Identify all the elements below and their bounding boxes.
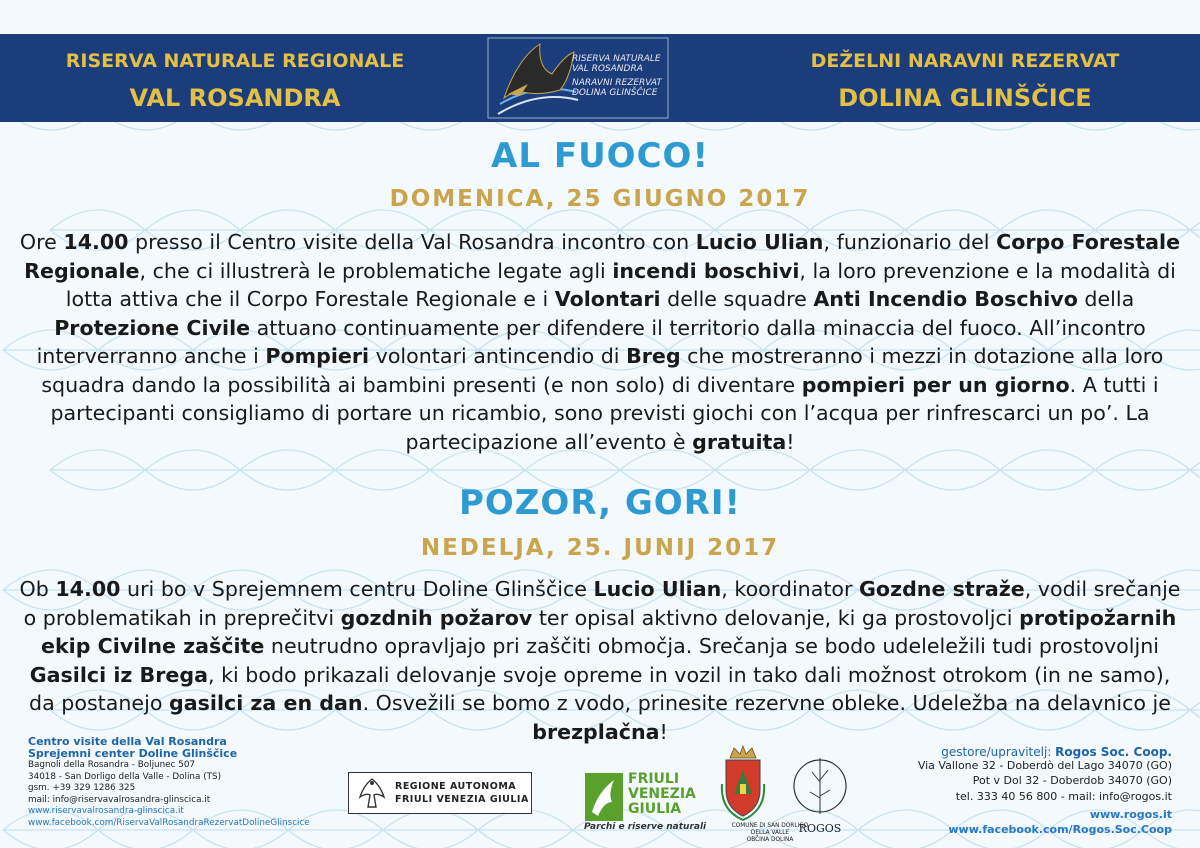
paragraph-text: Ob bbox=[19, 577, 56, 601]
visitor-center-mail: mail: info@riservavalrosandra-glinscica.it bbox=[28, 794, 211, 805]
region-logo-line2: FRIULI VENEZIA GIULIA bbox=[395, 794, 529, 805]
header-bar bbox=[0, 34, 1200, 122]
emphasis-text: Pompieri bbox=[265, 344, 370, 368]
emphasis-text: Corpo Forestale Regionale bbox=[24, 230, 1181, 283]
paragraph-text: presso il Centro visite della Val Rosandra incontro con bbox=[128, 230, 696, 254]
paragraph-text: . A tutti i partecipanti consigliamo di portare un ricambio, sono previsti giochi con l’acqua per rinfrescarci un po’. La partecipazione all’evento è bbox=[50, 372, 1159, 454]
emphasis-text: Breg bbox=[626, 344, 681, 368]
parks-bird-icon bbox=[584, 772, 624, 822]
eagle-icon bbox=[352, 773, 392, 813]
paragraph-text: . Osvežili se bomo z vodo, prinesite rezervne obleke. Udeležba na delavnico je bbox=[362, 691, 1171, 715]
emphasis-text: 14.00 bbox=[63, 230, 129, 254]
paragraph-text: ! bbox=[659, 719, 668, 744]
emphasis-text: protipožarnih ekip Civilne zaščite bbox=[40, 605, 1177, 658]
manager-address-sl: Pot v Dol 32 - Doberdob 34070 (GO) bbox=[972, 773, 1172, 787]
logo-line: RISERVA NATURALE bbox=[572, 54, 661, 64]
paragraph-text: , funzionario del bbox=[823, 230, 997, 254]
paragraph-text: della bbox=[1077, 287, 1135, 311]
paragraph-text: , che ci illustrerà le problematiche legate agli bbox=[139, 258, 613, 283]
paragraph-text: delle squadre bbox=[660, 287, 814, 311]
fvg-logo-line2: VENEZIA bbox=[628, 786, 696, 802]
rogos-logo-text: ROGOS bbox=[798, 822, 842, 835]
manager-label: gestore/upravitelj: bbox=[941, 745, 1056, 759]
paragraph-text: , koordinator bbox=[721, 577, 860, 601]
logo-text bbox=[572, 54, 692, 98]
paragraph-text: , la loro prevenzione e la modalità di lotta attiva che il Corpo Forestale Regionale e i bbox=[65, 258, 1176, 311]
paragraph-text: ! bbox=[786, 429, 795, 454]
header-right-line1: DEŽELNI NARAVNI REZERVAT bbox=[810, 50, 1120, 72]
paragraph-text: ter opisal aktivno delovanje, ki ga prostovoljci bbox=[532, 605, 1020, 630]
italian-title: AL FUOCO! bbox=[491, 136, 709, 176]
header-left-line1: RISERVA NATURALE REGIONALE bbox=[65, 50, 405, 72]
emphasis-text: 14.00 bbox=[55, 577, 121, 601]
emphasis-text: Volontari bbox=[554, 287, 661, 311]
emphasis-text: gasilci za en dan bbox=[168, 691, 363, 715]
visitor-center-title-it: Centro visite della Val Rosandra bbox=[28, 735, 227, 748]
region-logo-line1: REGIONE AUTONOMA bbox=[395, 781, 517, 792]
manager-address-it: Via Vallone 32 - Doberdò del Lago 34070 (GO) bbox=[917, 759, 1172, 772]
emphasis-text: Gasilci iz Brega bbox=[29, 662, 208, 687]
fvg-logo-line3: GIULIA bbox=[628, 801, 682, 817]
fvg-logo-line1: FRIULI bbox=[628, 771, 680, 787]
comune-line2: DELLA VALLE bbox=[750, 830, 790, 836]
logo-line: DOLINA GLINŠČICE bbox=[572, 88, 658, 98]
visitor-center-city: 34018 - San Dorligo della Valle - Dolina (TS) bbox=[28, 771, 222, 782]
visitor-center-website-link[interactable]: www.riservavalrosandra-glinscica.it bbox=[28, 806, 184, 816]
emphasis-text: Protezione Civile bbox=[54, 315, 251, 340]
emphasis-text: brezplačna bbox=[532, 719, 660, 744]
manager-facebook-link[interactable]: www.facebook.com/Rogos.Soc.Coop bbox=[948, 822, 1172, 836]
paragraph-text: Ore bbox=[19, 230, 64, 254]
comune-line1: COMUNE DI SAN DORLIGO bbox=[731, 823, 809, 829]
paragraph-text: che mostreranno i mezzi in dotazione alla loro squadra dando la possibilità ai bambini presenti (e non solo) di diventare bbox=[41, 344, 1164, 397]
municipality-crest-icon bbox=[718, 744, 768, 822]
logo-line: NARAVNI REZERVAT bbox=[572, 78, 662, 88]
paragraph-text: , ki bodo prikazali delovanje svoje opreme in vozil in tako dali možnost otrokom (in ne samo), da postanejo bbox=[29, 662, 1171, 715]
emphasis-text: pompieri per un giorno bbox=[801, 372, 1070, 397]
slovenian-title: POZOR, GORI! bbox=[458, 483, 742, 523]
emphasis-text: incendi boschivi bbox=[612, 258, 800, 283]
slovenian-paragraph bbox=[18, 575, 1182, 746]
manager-contacts: tel. 333 40 56 800 - mail: info@rogos.it bbox=[955, 790, 1172, 803]
logo-line: VAL ROSANDRA bbox=[572, 64, 643, 74]
manager-website-link[interactable]: www.rogos.it bbox=[1089, 807, 1172, 821]
slovenian-date: NEDELJA, 25. JUNIJ 2017 bbox=[420, 535, 780, 561]
italian-date: DOMENICA, 25 GIUGNO 2017 bbox=[389, 186, 811, 212]
header-left-line2: VAL ROSANDRA bbox=[129, 84, 341, 112]
visitor-center-title-sl: Sprejemni center Doline Glinščice bbox=[28, 747, 238, 760]
region-fvg-logo bbox=[348, 772, 532, 814]
fvg-logo-subtitle: Parchi e riserve naturali bbox=[584, 822, 707, 832]
paragraph-text: uri bo v Sprejemnem centru Doline Glinščice bbox=[120, 577, 594, 601]
emphasis-text: gozdnih požarov bbox=[340, 605, 533, 630]
footer-visitor-center bbox=[28, 736, 358, 829]
footer-manager bbox=[852, 745, 1172, 837]
manager-heading bbox=[852, 745, 1172, 759]
header-right-line2: DOLINA GLINŠČICE bbox=[838, 84, 1092, 112]
paragraph-text: , vodil srečanje o problematikah in preprečitvi bbox=[23, 577, 1181, 630]
emphasis-text: Lucio Ulian bbox=[593, 577, 722, 601]
visitor-center-gsm: gsm. +39 329 1286 325 bbox=[28, 783, 136, 793]
visitor-center-facebook-link[interactable]: www.facebook.com/RiservaValRosandraRezervatDolineGlinscice bbox=[28, 817, 310, 828]
visitor-center-address: Bagnoli della Rosandra - Boljunec 507 bbox=[28, 760, 196, 770]
emphasis-text: Lucio Ulian bbox=[695, 230, 824, 254]
emphasis-text: Anti Incendio Boschivo bbox=[813, 287, 1078, 311]
italian-paragraph bbox=[18, 228, 1182, 456]
paragraph-text: attuano continuamente per difendere il territorio dalla minaccia del fuoco. All’incontro interverranno anche i bbox=[36, 315, 1146, 368]
comune-line3: OBČINA DOLINA bbox=[746, 837, 794, 843]
paragraph-text: neutrudno opravljajo pri zaščiti območja. Srečanja se bodo udeleležili tudi prostovoljni bbox=[264, 634, 1159, 658]
paragraph-text: volontari antincendio di bbox=[369, 344, 627, 368]
emphasis-text: Gozdne straže bbox=[859, 577, 1025, 601]
header-left bbox=[0, 34, 470, 122]
rogos-logo-icon bbox=[790, 752, 850, 822]
header-right bbox=[730, 34, 1200, 122]
manager-name: Rogos Soc. Coop. bbox=[1055, 745, 1172, 759]
emphasis-text: gratuita bbox=[692, 429, 787, 454]
